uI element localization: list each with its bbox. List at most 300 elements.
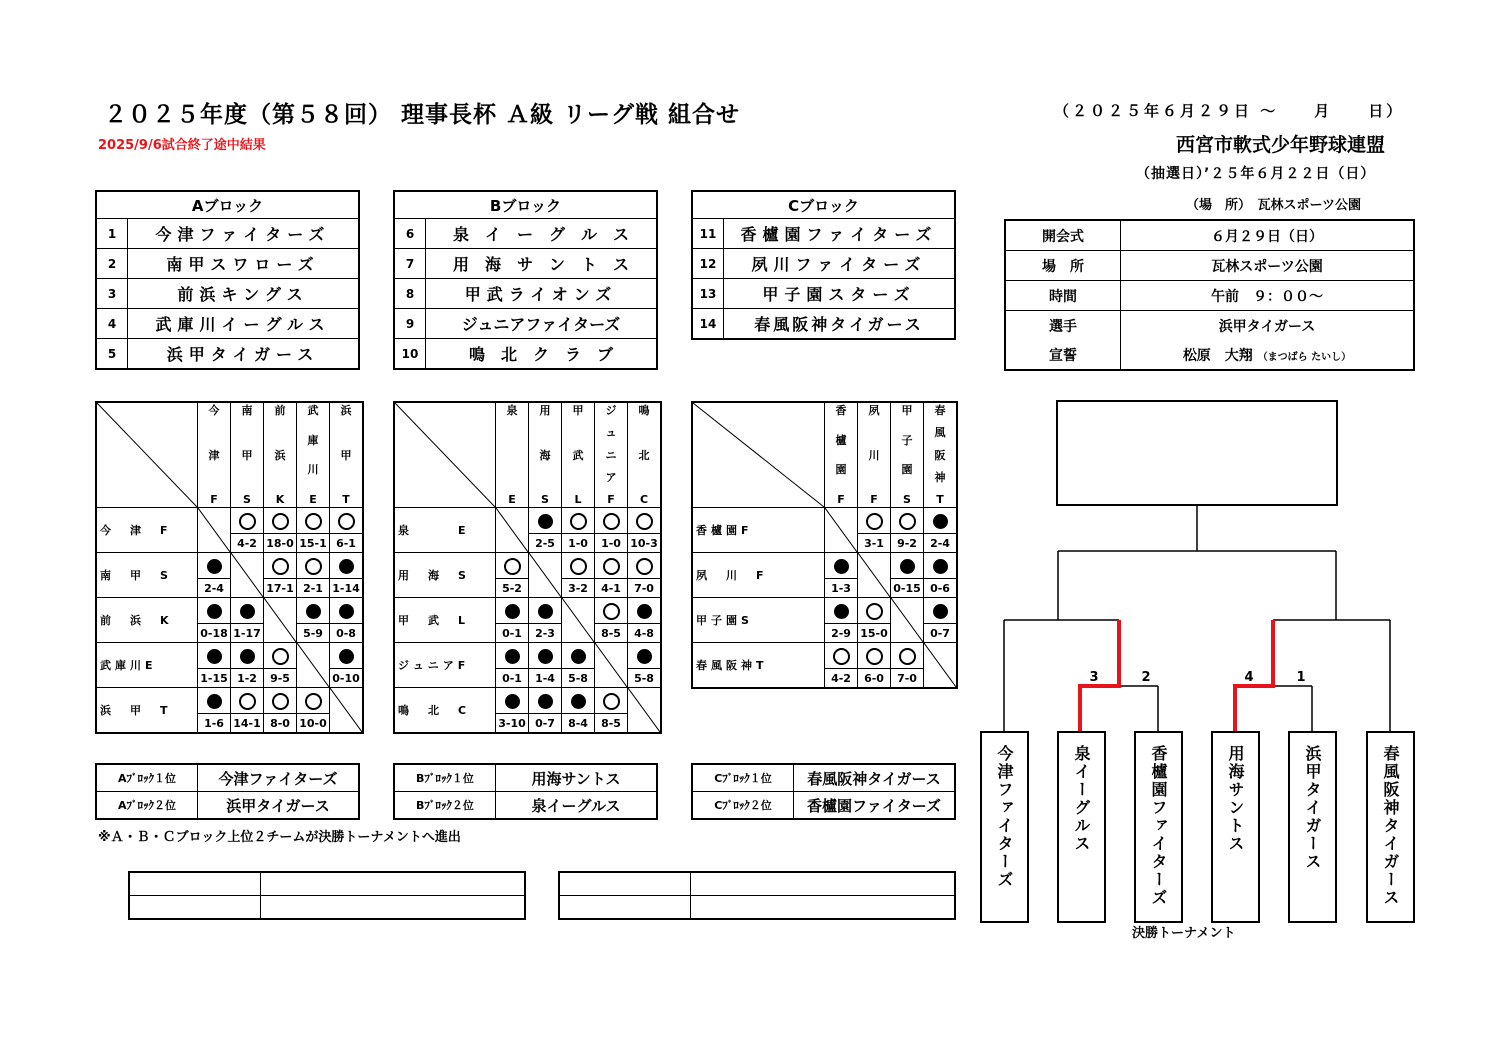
info-value: 午前 ９：００～	[1121, 281, 1415, 311]
match-result-cell	[231, 598, 264, 643]
block-title: Cブロック	[692, 191, 955, 219]
match-result-cell	[330, 508, 364, 553]
match-score: 14-1	[231, 713, 263, 732]
column-header	[529, 402, 562, 508]
team-name: 前浜キングス	[128, 279, 360, 309]
match-score: 2-4	[198, 578, 230, 597]
header-char: E	[508, 493, 516, 506]
team-name: 鳴 北 ク ラ ブ	[426, 339, 658, 370]
header-char: S	[243, 493, 251, 506]
tournament-team: 用海サントス	[1226, 745, 1245, 853]
match-score: 8-4	[562, 713, 594, 732]
header-char: 前	[274, 404, 286, 417]
loss-mark-icon	[505, 604, 520, 619]
row-team-name: 夙 川 F	[692, 553, 825, 598]
row-team-name: 泉 E	[394, 508, 496, 553]
team-name: 甲武ライオンズ	[426, 279, 658, 309]
match-result-cell	[297, 598, 330, 643]
match-score: 10-0	[297, 713, 329, 732]
tournament-team: 浜甲タイガース	[1303, 745, 1322, 871]
blank-table-left	[128, 871, 526, 920]
match-result-cell	[891, 508, 924, 553]
team-name: 用 海 サ ン ト ス	[426, 249, 658, 279]
page-title: ２０２５年度（第５８回） 理事長杯 Ａ級 リーグ戦 組合せ	[104, 102, 741, 128]
header-char: 川	[307, 463, 319, 477]
match-result-cell	[858, 643, 891, 689]
header-char: L	[574, 493, 582, 506]
match-score: 3	[1089, 670, 1099, 685]
block-a-table	[95, 190, 360, 370]
match-score: 1-15	[198, 668, 230, 687]
tournament-team-box	[1366, 731, 1415, 923]
ceremony-info-table	[1004, 219, 1415, 371]
match-score: 3-2	[562, 578, 594, 597]
loss-mark-icon	[538, 604, 553, 619]
match-result-cell	[562, 643, 595, 688]
match-score: 5-8	[562, 668, 594, 687]
header-char: T	[342, 493, 350, 506]
self-match-cell	[858, 553, 891, 598]
info-value	[1121, 340, 1415, 370]
match-score: 6-1	[330, 533, 362, 552]
row-team-name: 前 浜 K	[96, 598, 198, 643]
win-mark-icon	[603, 513, 620, 530]
match-result-cell	[562, 508, 595, 553]
match-score: 10-3	[628, 533, 660, 552]
team-name: 浜甲タイガース	[128, 339, 360, 370]
match-score: 1-17	[231, 623, 263, 642]
header-char: 津	[208, 448, 220, 462]
loss-mark-icon	[505, 649, 520, 664]
oath-name: 松原 大翔	[1182, 347, 1253, 364]
win-mark-icon	[866, 513, 883, 530]
match-result-cell	[231, 508, 264, 553]
column-header	[198, 402, 231, 508]
header-char: 園	[901, 463, 913, 477]
match-score: 18-0	[264, 533, 296, 552]
loss-mark-icon	[538, 649, 553, 664]
match-result-cell	[496, 688, 529, 734]
win-mark-icon	[239, 513, 256, 530]
rank-label: Cﾌﾞﾛｯｸ２位	[692, 792, 794, 820]
win-mark-icon	[570, 558, 587, 575]
header-char: 浜	[274, 448, 286, 462]
win-mark-icon	[305, 693, 322, 710]
loss-mark-icon	[339, 604, 354, 619]
match-result-cell	[198, 598, 231, 643]
match-result-cell	[264, 688, 297, 734]
block-b-table	[393, 190, 658, 370]
match-score: 0-15	[891, 578, 923, 597]
match-result-cell	[231, 643, 264, 688]
win-mark-icon	[866, 603, 883, 620]
tournament-label: 決勝トーナメント	[1132, 926, 1236, 941]
tournament-bracket	[970, 395, 1430, 735]
match-score: 0-1	[496, 668, 528, 687]
match-score: 4-8	[628, 623, 660, 642]
header-char: ジ	[605, 404, 617, 417]
winner-path	[1235, 620, 1273, 731]
loss-mark-icon	[306, 604, 321, 619]
rank-team: 今津ファイターズ	[198, 764, 360, 792]
match-score: 0-7	[924, 623, 956, 642]
match-score: 7-0	[628, 578, 660, 597]
self-match-cell	[297, 643, 330, 688]
header-char: F	[210, 493, 218, 506]
match-result-cell	[496, 598, 529, 643]
match-result-cell	[924, 598, 958, 643]
team-name: 香櫨園ファイターズ	[724, 219, 956, 249]
header-char: 甲	[340, 448, 352, 462]
info-key: 開会式	[1005, 220, 1121, 251]
block-title: Aブロック	[96, 191, 359, 219]
oath-reading: （まつばら たいし）	[1257, 351, 1352, 363]
column-header	[330, 402, 364, 508]
win-mark-icon	[636, 558, 653, 575]
match-score: 8-5	[595, 623, 627, 642]
match-score: 4-2	[231, 533, 263, 552]
loss-mark-icon	[538, 514, 553, 529]
win-mark-icon	[272, 558, 289, 575]
block-title: Bブロック	[394, 191, 657, 219]
header-char: F	[607, 493, 615, 506]
tournament-team-box	[1057, 731, 1106, 923]
team-number: 12	[692, 249, 724, 279]
header-char: 庫	[307, 433, 319, 447]
header-char: 泉	[506, 404, 518, 417]
loss-mark-icon	[538, 694, 553, 709]
match-score: 4-2	[825, 668, 857, 687]
match-score: 9-5	[264, 668, 296, 687]
loss-mark-icon	[207, 694, 222, 709]
corner-cell	[96, 402, 198, 508]
loss-mark-icon	[933, 559, 948, 574]
header-char: 神	[934, 470, 946, 484]
column-header	[825, 402, 858, 508]
loss-mark-icon	[834, 559, 849, 574]
match-score: 15-1	[297, 533, 329, 552]
win-mark-icon	[636, 513, 653, 530]
header-char: ニ	[605, 448, 617, 462]
rank-label: Bﾌﾞﾛｯｸ１位	[394, 764, 496, 792]
league-b-grid	[393, 401, 662, 734]
match-score: 6-0	[858, 668, 890, 687]
match-score: 9-2	[891, 533, 923, 552]
advancement-note: ※Ａ・Ｂ・Ｃブロック上位２チームが決勝トーナメントへ進出	[98, 830, 461, 845]
header-char: S	[903, 492, 911, 506]
match-result-cell	[330, 643, 364, 688]
header-char: F	[870, 493, 878, 506]
tournament-team: 春風阪神タイガース	[1381, 745, 1400, 907]
match-score: 1-6	[198, 713, 230, 732]
match-result-cell	[595, 688, 628, 734]
header-char: 阪	[934, 448, 946, 462]
corner-cell	[692, 402, 825, 508]
match-score: 1-3	[825, 578, 857, 597]
block-c-table	[691, 190, 956, 340]
match-result-cell	[231, 688, 264, 734]
loss-mark-icon	[207, 559, 222, 574]
self-match-cell	[496, 508, 529, 553]
match-score: 5-8	[628, 668, 660, 687]
row-team-name: 南 甲 S	[96, 553, 198, 598]
match-score: 1-0	[595, 533, 627, 552]
team-number: 14	[692, 309, 724, 340]
team-name: 泉 イ ー グ ル ス	[426, 219, 658, 249]
win-mark-icon	[272, 693, 289, 710]
tournament-team: 泉イーグルス	[1072, 745, 1091, 853]
loss-mark-icon	[637, 604, 652, 619]
header-char: 櫨	[835, 433, 847, 447]
match-score: 0-7	[529, 713, 561, 732]
column-header	[562, 402, 595, 508]
match-score: 5-2	[496, 578, 528, 597]
self-match-cell	[529, 553, 562, 598]
match-result-cell	[529, 598, 562, 643]
winner-path	[1080, 620, 1119, 731]
league-a-grid	[95, 401, 364, 734]
info-key: 選手	[1005, 311, 1121, 341]
match-score: 2-3	[529, 623, 561, 642]
match-score: 1-4	[529, 668, 561, 687]
rank-team: 泉イーグルス	[496, 792, 658, 820]
team-name: 夙川ファイターズ	[724, 249, 956, 279]
row-team-name: 鳴 北 C	[394, 688, 496, 734]
row-team-name: 甲 武 L	[394, 598, 496, 643]
header-char: ア	[605, 470, 617, 484]
info-key: 場 所	[1005, 251, 1121, 281]
tournament-team: 今津ファイターズ	[995, 745, 1014, 889]
info-value: ６月２９日（日）	[1121, 220, 1415, 251]
rank-label: Cﾌﾞﾛｯｸ１位	[692, 764, 794, 792]
rank-team: 用海サントス	[496, 764, 658, 792]
organizer: 西宮市軟式少年野球連盟	[1176, 134, 1386, 156]
match-result-cell	[595, 598, 628, 643]
rank-label: Aﾌﾞﾛｯｸ２位	[96, 792, 198, 820]
self-match-cell	[628, 688, 662, 734]
self-match-cell	[825, 508, 858, 553]
win-mark-icon	[338, 513, 355, 530]
match-result-cell	[562, 688, 595, 734]
match-score: 8-0	[264, 713, 296, 732]
match-result-cell	[496, 643, 529, 688]
match-result-cell	[628, 598, 662, 643]
team-name: 甲子園スターズ	[724, 279, 956, 309]
header-char: 春	[934, 404, 946, 417]
loss-mark-icon	[240, 604, 255, 619]
team-number: 1	[96, 219, 128, 249]
column-header	[858, 402, 891, 508]
match-result-cell	[264, 553, 297, 598]
row-team-name: 用 海 S	[394, 553, 496, 598]
header-char: 北	[638, 448, 650, 462]
win-mark-icon	[570, 513, 587, 530]
match-score: 1-2	[231, 668, 263, 687]
header-char: 風	[934, 426, 946, 440]
column-header	[924, 402, 958, 508]
rank-label: Aﾌﾞﾛｯｸ１位	[96, 764, 198, 792]
match-score: 0-6	[924, 578, 956, 597]
team-number: 2	[96, 249, 128, 279]
row-team-name: 武庫川E	[96, 643, 198, 688]
match-score: 3-10	[496, 713, 528, 732]
header-char: 武	[572, 448, 584, 462]
header-char: 香	[835, 404, 847, 417]
match-score: 2	[1141, 670, 1151, 685]
column-header	[231, 402, 264, 508]
info-key: 宣誓	[1005, 340, 1121, 370]
header-char: C	[639, 493, 649, 506]
header-char: K	[275, 493, 285, 506]
match-score: 15-0	[858, 623, 890, 642]
match-score: 0-10	[330, 668, 362, 687]
row-team-name: 今 津 F	[96, 508, 198, 553]
loss-mark-icon	[637, 649, 652, 664]
header-char: 海	[539, 448, 551, 462]
match-result-cell	[628, 553, 662, 598]
column-header	[496, 402, 529, 508]
loss-mark-icon	[900, 559, 915, 574]
win-mark-icon	[239, 693, 256, 710]
interim-result-note: 2025/9/6試合終了途中結果	[98, 138, 266, 153]
self-match-cell	[924, 643, 958, 689]
header-char: 夙	[868, 404, 880, 417]
match-result-cell	[529, 643, 562, 688]
loss-mark-icon	[933, 514, 948, 529]
team-number: 13	[692, 279, 724, 309]
info-value: 浜甲タイガース	[1121, 311, 1415, 341]
header-char: F	[837, 492, 845, 506]
match-result-cell	[924, 553, 958, 598]
win-mark-icon	[603, 558, 620, 575]
team-number: 8	[394, 279, 426, 309]
match-score: 2-5	[529, 533, 561, 552]
match-result-cell	[297, 688, 330, 734]
match-result-cell	[825, 553, 858, 598]
header-char: 子	[901, 433, 913, 447]
match-score: 1	[1296, 670, 1306, 685]
match-result-cell	[198, 553, 231, 598]
team-name: 南甲スワローズ	[128, 249, 360, 279]
team-number: 6	[394, 219, 426, 249]
match-result-cell	[924, 508, 958, 553]
team-number: 3	[96, 279, 128, 309]
match-score: 3-1	[858, 533, 890, 552]
league-c-grid	[691, 401, 958, 689]
match-result-cell	[825, 598, 858, 643]
self-match-cell	[264, 598, 297, 643]
header-char: 用	[539, 404, 551, 417]
match-result-cell	[297, 508, 330, 553]
loss-mark-icon	[339, 559, 354, 574]
tournament-team: 香櫨園ファイターズ	[1149, 745, 1168, 907]
loss-mark-icon	[834, 604, 849, 619]
match-result-cell	[297, 553, 330, 598]
row-team-name: ジュニアF	[394, 643, 496, 688]
win-mark-icon	[305, 513, 322, 530]
self-match-cell	[562, 598, 595, 643]
loss-mark-icon	[571, 649, 586, 664]
rank-label: Bﾌﾞﾛｯｸ２位	[394, 792, 496, 820]
loss-mark-icon	[339, 649, 354, 664]
match-result-cell	[330, 598, 364, 643]
rank-team: 浜甲タイガース	[198, 792, 360, 820]
team-number: 7	[394, 249, 426, 279]
header-char: 鳴	[638, 404, 650, 417]
corner-cell	[394, 402, 496, 508]
date-range: （２０２５年６月２９日 ～ 月 日）	[1054, 102, 1405, 120]
loss-mark-icon	[505, 694, 520, 709]
match-result-cell	[562, 553, 595, 598]
loss-mark-icon	[933, 604, 948, 619]
match-score: 0-18	[198, 623, 230, 642]
venue-line: （場 所） 瓦林スポーツ公園	[1186, 198, 1361, 213]
match-result-cell	[529, 688, 562, 734]
match-score: 1-14	[330, 578, 362, 597]
column-header	[264, 402, 297, 508]
match-result-cell	[264, 508, 297, 553]
team-number: 10	[394, 339, 426, 370]
win-mark-icon	[305, 558, 322, 575]
header-char: S	[541, 493, 549, 506]
match-result-cell	[529, 508, 562, 553]
match-result-cell	[264, 643, 297, 688]
win-mark-icon	[833, 648, 850, 665]
row-team-name: 甲子園S	[692, 598, 825, 643]
header-char: 園	[835, 463, 847, 477]
rank-team: 春風阪神タイガース	[794, 764, 956, 792]
team-number: 4	[96, 309, 128, 339]
header-char: 甲	[572, 404, 584, 417]
tournament-team-box	[1288, 731, 1337, 923]
match-result-cell	[595, 553, 628, 598]
match-result-cell	[595, 508, 628, 553]
header-char: 甲	[241, 448, 253, 462]
win-mark-icon	[272, 513, 289, 530]
match-result-cell	[496, 553, 529, 598]
match-score: 0-8	[330, 623, 362, 642]
self-match-cell	[231, 553, 264, 598]
win-mark-icon	[866, 648, 883, 665]
draw-date: （抽選日）’２５年６月２２日（日）	[1136, 166, 1376, 182]
tournament-team-box	[1211, 731, 1260, 923]
team-name: ジュニアファイターズ	[426, 309, 658, 339]
match-result-cell	[891, 553, 924, 598]
win-mark-icon	[603, 693, 620, 710]
win-mark-icon	[504, 558, 521, 575]
match-score: 2-1	[297, 578, 329, 597]
row-team-name: 香櫨園F	[692, 508, 825, 553]
team-name: 今津ファイターズ	[128, 219, 360, 249]
match-result-cell	[891, 643, 924, 689]
match-score: 7-0	[891, 668, 923, 687]
match-result-cell	[330, 553, 364, 598]
header-char: E	[309, 492, 317, 506]
self-match-cell	[198, 508, 231, 553]
match-result-cell	[858, 598, 891, 643]
loss-mark-icon	[571, 694, 586, 709]
header-char: 南	[241, 404, 253, 417]
match-result-cell	[858, 508, 891, 553]
tournament-team-box	[980, 731, 1029, 923]
loss-mark-icon	[240, 649, 255, 664]
header-char: 今	[208, 404, 220, 417]
tournament-team-box	[1134, 731, 1183, 923]
match-result-cell	[198, 688, 231, 734]
match-score: 17-1	[264, 578, 296, 597]
header-char: 甲	[901, 404, 913, 417]
block-a-ranking	[95, 763, 360, 820]
